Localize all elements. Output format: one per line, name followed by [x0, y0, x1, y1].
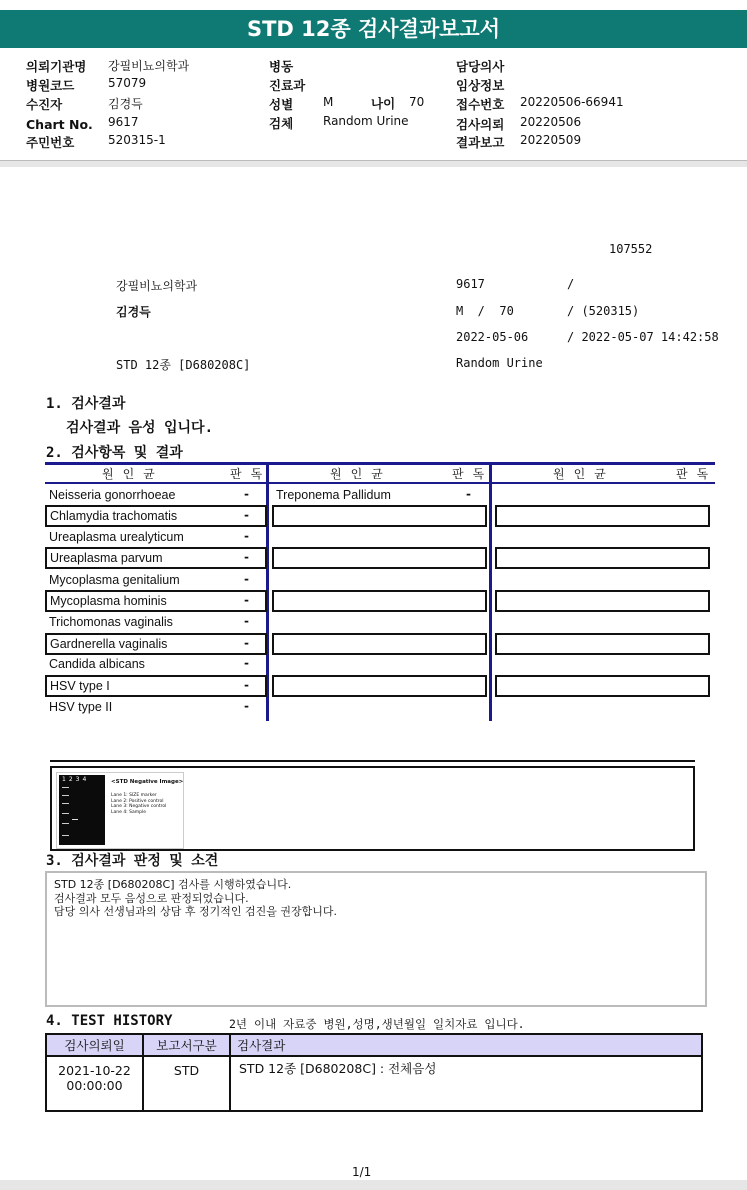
result-row — [272, 486, 486, 506]
mid-specimen: Random Urine — [456, 356, 543, 370]
header-separator — [0, 160, 747, 167]
mid-test: STD 12종 [D680208C] — [116, 358, 251, 372]
age-value: 70 — [409, 95, 425, 109]
table-header-rule — [45, 482, 715, 484]
result-row — [45, 486, 267, 506]
result-row — [45, 675, 267, 697]
table-divider — [489, 462, 492, 721]
header-row — [456, 114, 656, 133]
header-label: 의뢰기관명 — [26, 59, 87, 74]
result-row — [45, 571, 267, 591]
header-label: 검사의뢰 — [456, 117, 505, 132]
lane-label: 4 — [82, 776, 90, 783]
header-row — [269, 94, 469, 113]
header-value: 강필비뇨의학과 — [108, 59, 190, 73]
header-value: Random Urine — [323, 114, 409, 128]
report-number: 107552 — [609, 242, 653, 256]
organism-name: Treponema Pallidum — [276, 488, 391, 502]
header-row — [26, 56, 246, 75]
result-row — [45, 505, 267, 527]
history-col-header: 보고서구분 — [143, 1034, 230, 1056]
age-label: 나이 — [371, 96, 396, 111]
organism-name: Ureaplasma parvum — [50, 551, 163, 565]
organism-name: Gardnerella vaginalis — [50, 637, 168, 651]
col-header-organism: 원인균 — [102, 467, 164, 481]
gel-band — [62, 813, 69, 814]
result-value: - — [244, 656, 249, 670]
opinion-box — [45, 871, 707, 1007]
result-value: - — [244, 614, 249, 628]
result-value: - — [244, 636, 249, 650]
mid-chart: 9617 — [456, 277, 485, 291]
header-value: 김경득 — [108, 97, 143, 111]
mid-sex-age: M / 70 — [456, 304, 514, 318]
empty-result-box — [495, 633, 710, 655]
lane-label: 1 — [62, 776, 69, 783]
section1-text: 검사결과 음성 입니다. — [66, 420, 214, 436]
history-note: 2년 이내 자료중 병원,성명,생년월일 일치자료 입니다. — [229, 1017, 525, 1031]
section3-title: 3. 검사결과 판정 및 소견 — [46, 853, 219, 869]
mid-date1: 2022-05-06 — [456, 330, 529, 344]
gel-top-rule — [50, 760, 695, 762]
history-date: 2021-10-22 — [58, 1063, 131, 1078]
gel-image-frame — [50, 766, 695, 851]
gel-title: <STD Negative Image> — [111, 779, 184, 785]
lane-label: 2 — [68, 776, 76, 783]
gel-band — [62, 823, 69, 824]
result-row — [45, 547, 267, 569]
section2-title: 2. 검사항목 및 결과 — [46, 445, 183, 461]
header-row — [269, 56, 469, 75]
header-value: M — [323, 95, 334, 109]
col-header-judge: 판독 — [452, 467, 494, 481]
organism-name: Neisseria gonorrhoeae — [49, 488, 176, 502]
opinion-line: 검사결과 모두 음성으로 판정되었습니다. — [54, 891, 249, 905]
mid-hospital: 강필비뇨의학과 — [116, 279, 198, 293]
col-header-judge: 판독 — [676, 467, 718, 481]
result-value: - — [244, 678, 249, 692]
gel-band — [62, 787, 69, 788]
gel-band — [72, 819, 78, 820]
history-table — [45, 1033, 703, 1112]
gel-legend — [111, 793, 166, 815]
mid-jumin: / (520315) — [567, 304, 640, 318]
organism-name: HSV type II — [49, 700, 113, 714]
gel-legend-item: Lane 4: Sample — [111, 809, 146, 815]
header-value: 20220509 — [520, 133, 582, 147]
page-number: 1/1 — [352, 1165, 372, 1179]
col-header-organism: 원인균 — [330, 467, 392, 481]
opinion-line: STD 12종 [D680208C] 검사를 시행하였습니다. — [54, 878, 292, 891]
header-label: 검체 — [269, 116, 294, 131]
header-row — [26, 114, 246, 133]
header-label: 임상정보 — [456, 78, 505, 93]
empty-result-box — [272, 675, 487, 697]
header-row — [269, 113, 469, 132]
history-row — [46, 1056, 702, 1111]
header-label: 진료과 — [269, 78, 306, 93]
empty-result-box — [272, 505, 487, 527]
opinion-line: 담당 의사 선생님과의 상담 후 정기적인 검진을 권장합니다. — [54, 905, 337, 918]
header-row — [26, 94, 246, 113]
organism-name: Mycoplasma hominis — [50, 594, 167, 608]
gel-band — [62, 803, 69, 804]
history-type: STD — [143, 1056, 230, 1111]
result-value: - — [244, 699, 249, 713]
header-label: 성별 — [269, 97, 294, 112]
organism-name: Candida albicans — [49, 657, 145, 671]
result-row — [45, 698, 267, 718]
header-value: 57079 — [108, 76, 147, 90]
header-value: 9617 — [108, 115, 139, 129]
organism-name: Chlamydia trachomatis — [50, 509, 178, 523]
organism-name: Mycoplasma genitalium — [49, 573, 180, 587]
history-date-cell — [46, 1056, 143, 1111]
header-label: 담당의사 — [456, 59, 505, 74]
empty-result-box — [495, 675, 710, 697]
header-row — [456, 56, 656, 75]
lane-label: 3 — [75, 776, 83, 783]
gel-electrophoresis-image — [59, 775, 105, 845]
result-value: - — [466, 487, 471, 501]
result-row — [45, 590, 267, 612]
empty-result-box — [495, 590, 710, 612]
gel-band — [62, 835, 69, 836]
header-label: 병원코드 — [26, 78, 75, 93]
header-label: 병동 — [269, 59, 294, 74]
result-value: - — [244, 487, 249, 501]
history-col-header: 검사결과 — [230, 1034, 702, 1056]
result-value: - — [244, 593, 249, 607]
organism-name: HSV type I — [50, 679, 110, 693]
result-row — [45, 613, 267, 633]
gel-band — [62, 795, 69, 796]
header-value: 20220506-66941 — [520, 95, 624, 109]
history-result: STD 12종 [D680208C] : 전체음성 — [230, 1056, 702, 1111]
page-bottom-band — [0, 1180, 747, 1190]
empty-result-box — [272, 633, 487, 655]
mid-date2: / 2022-05-07 14:42:58 — [567, 330, 719, 344]
header-label: 접수번호 — [456, 97, 505, 112]
header-row — [456, 132, 656, 151]
result-row — [45, 655, 267, 675]
empty-result-box — [272, 547, 487, 569]
empty-result-box — [272, 590, 487, 612]
organism-name: Ureaplasma urealyticum — [49, 530, 184, 544]
header-value: 520315-1 — [108, 133, 166, 147]
header-label: Chart No. — [26, 117, 93, 132]
header-row — [456, 75, 656, 94]
gel-lane-labels — [62, 776, 89, 783]
gel-legend-item: Lane 1: SIZE marker — [111, 793, 157, 798]
empty-result-box — [495, 505, 710, 527]
result-value: - — [244, 529, 249, 543]
organism-name: Trichomonas vaginalis — [49, 615, 173, 629]
section1-title: 1. 검사결과 — [46, 396, 126, 412]
col-header-judge: 판독 — [230, 467, 272, 481]
header-row — [269, 75, 469, 94]
header-row — [456, 94, 656, 113]
result-value: - — [244, 572, 249, 586]
header-row — [26, 132, 246, 151]
section4-title: 4. TEST HISTORY — [46, 1013, 173, 1029]
header-row — [26, 75, 246, 94]
result-value: - — [244, 508, 249, 522]
history-col-header: 검사의뢰일 — [46, 1034, 143, 1056]
header-label: 결과보고 — [456, 135, 505, 150]
report-title: STD 12종 검사결과보고서 — [0, 10, 747, 48]
result-row — [45, 633, 267, 655]
gel-legend-item: Lane 2: Positive control — [111, 798, 164, 804]
result-row — [45, 528, 267, 548]
mid-name: 김경득 — [116, 305, 151, 319]
col-header-organism: 원인균 — [553, 467, 615, 481]
header-label: 주민번호 — [26, 135, 75, 150]
gel-legend-item: Lane 3: Negative control — [111, 804, 167, 809]
empty-result-box — [495, 547, 710, 569]
result-value: - — [244, 550, 249, 564]
header-label: 수진자 — [26, 97, 63, 112]
header-value: 20220506 — [520, 115, 582, 129]
history-header-row — [46, 1034, 702, 1056]
history-time: 00:00:00 — [66, 1078, 123, 1093]
mid-slash: / — [567, 277, 575, 291]
gel-thumbnail — [56, 772, 184, 849]
